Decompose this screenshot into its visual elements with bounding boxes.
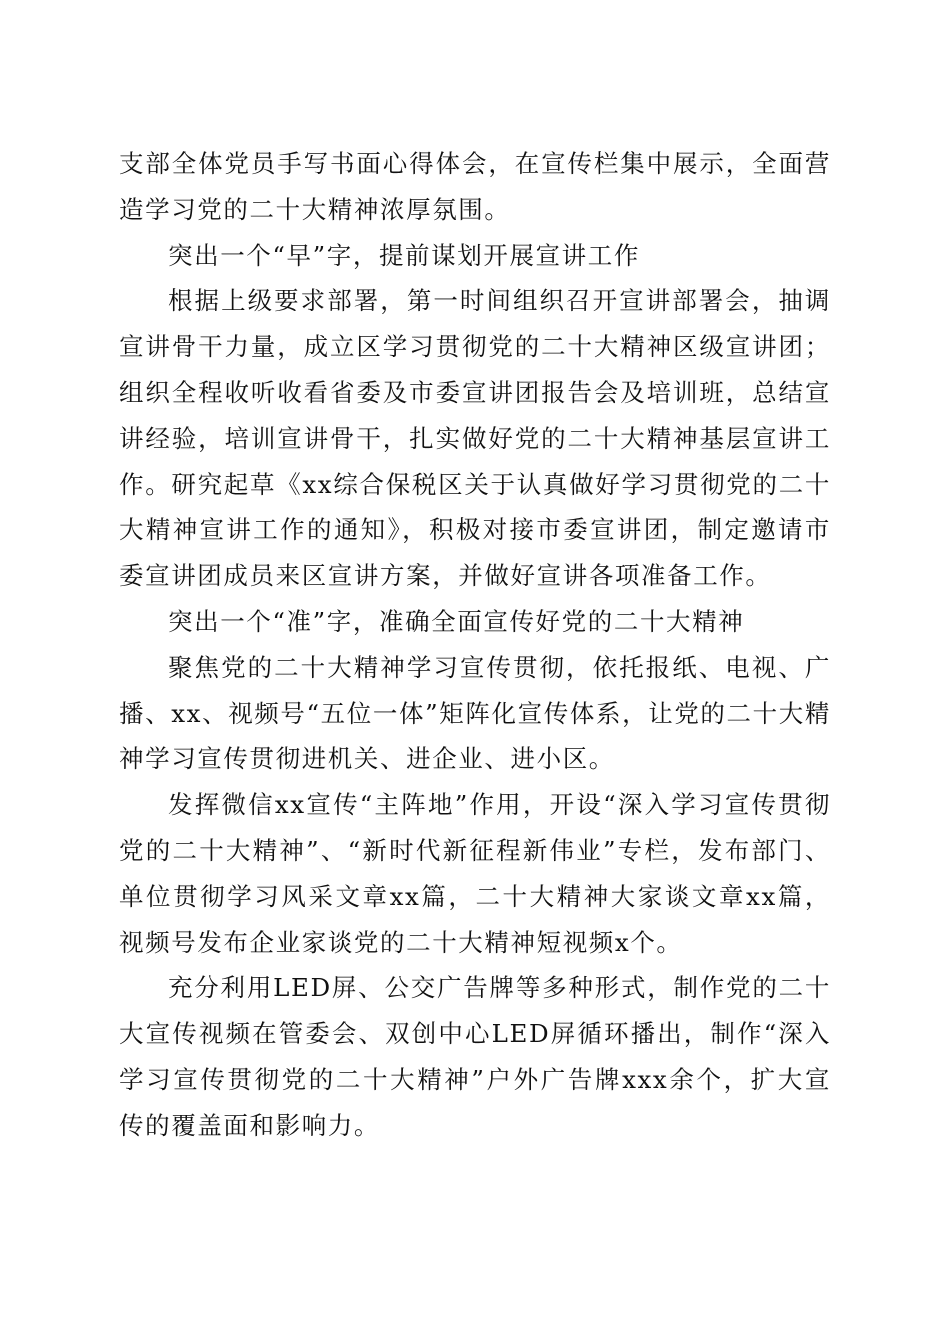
paragraph-wechat-column: 发挥微信xx宣传“主阵地”作用，开设“深入学习宣传贯彻党的二十大精神”、“新时代新征程新伟业”专栏，发布部门、单位贯彻学习风采文章xx篇，二十大精神大家谈文章xx篇，视频号发布企业家谈党的二十大精神短视频x个。	[119, 790, 831, 957]
paragraph-continuation: 支部全体党员手写书面心得体会，在宣传栏集中展示，全面营造学习党的二十大精神浓厚氛围。	[119, 149, 831, 224]
document-body	[119, 141, 831, 1149]
section-heading-early: 突出一个“早”字，提前谋划开展宣讲工作	[168, 240, 640, 270]
section-heading-accurate: 突出一个“准”字，准确全面宣传好党的二十大精神	[168, 606, 745, 636]
paragraph-lecture-planning: 根据上级要求部署，第一时间组织召开宣讲部署会，抽调宣讲骨干力量，成立区学习贯彻党的二十大精神区级宣讲团；组织全程收听收看省委及市委宣讲团报告会及培训班，总结宣讲经验，培训宣讲骨干，扎实做好党的二十大精神基层宣讲工作。研究起草《xx综合保税区关于认真做好学习贯彻党的二十大精神宣讲工作的通知》，积极对接市委宣讲团，制定邀请市委宣讲团成员来区宣讲方案，并做好宣讲各项准备工作。	[119, 286, 831, 591]
paragraph-media-matrix: 聚焦党的二十大精神学习宣传贯彻，依托报纸、电视、广播、xx、视频号“五位一体”矩阵化宣传体系，让党的二十大精神学习宣传贯彻进机关、进企业、进小区。	[119, 652, 831, 774]
paragraph-led-billboards: 充分利用LED屏、公交广告牌等多种形式，制作党的二十大宣传视频在管委会、双创中心LED屏循环播出，制作“深入学习宣传贯彻党的二十大精神”户外广告牌xxx余个，扩大宣传的覆盖面和影响力。	[119, 973, 831, 1140]
